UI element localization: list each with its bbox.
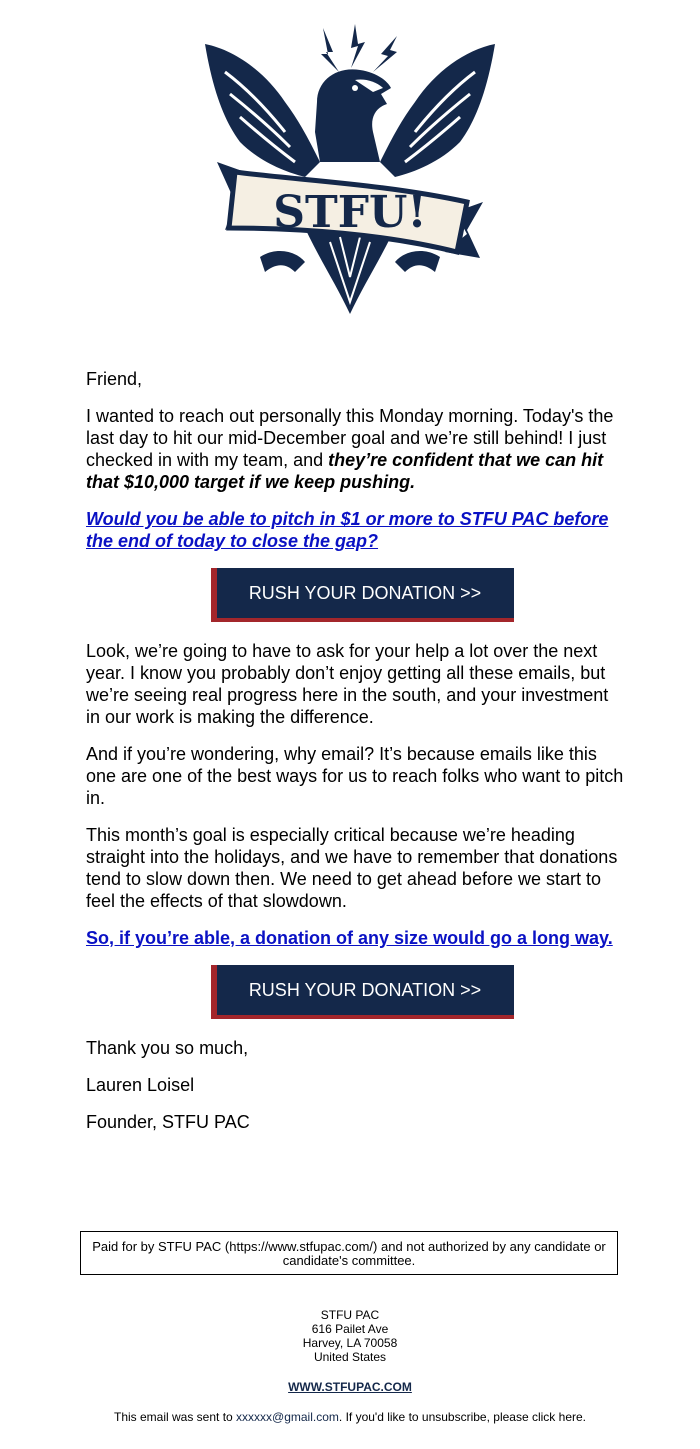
- paragraph-why-email: And if you’re wondering, why email? It’s because emails like this one are one of the best ways for us to reach folks who want to pitch in.: [86, 744, 624, 808]
- email-body: [86, 368, 626, 1148]
- mailing-address: [0, 1308, 700, 1364]
- button-row-2: [86, 965, 626, 1019]
- unsubscribe-text[interactable]: . If you'd like to unsubscribe, please click here.: [338, 1410, 586, 1424]
- recipient-email: xxxxxx@gmail.com: [236, 1410, 339, 1424]
- address-city: Harvey, LA 70058: [302, 1336, 398, 1350]
- website-link[interactable]: WWW.STFUPAC.COM: [288, 1380, 412, 1394]
- unsubscribe-note: [0, 1410, 700, 1424]
- ask-paragraph-2: [86, 927, 626, 949]
- rush-donation-button-2[interactable]: RUSH YOUR DONATION >>: [211, 965, 514, 1019]
- closing: Thank you so much,: [86, 1038, 249, 1058]
- paid-for-disclaimer: Paid for by STFU PAC (https://www.stfupac.com/) and not authorized by any candidate or candidate's committee.: [80, 1231, 618, 1275]
- paragraph-help: Look, we’re going to have to ask for your help a lot over the next year. I know you probably don’t enjoy getting all these emails, but we’re seeing real progress here in the south, and your investment in our work is making the difference.: [86, 641, 609, 727]
- signer-name: Lauren Loisel: [86, 1075, 195, 1095]
- paragraph-intro-bold: they’re confident that we can hit that $10,000 target if we keep pushing.: [86, 450, 604, 492]
- address-street: 616 Pailet Ave: [311, 1322, 389, 1336]
- greeting: Friend,: [86, 369, 143, 389]
- website-row: [0, 1380, 700, 1394]
- paragraph-goal: This month’s goal is especially critical because we’re heading straight into the holidays, and we have to remember that donations tend to slow down then. We need to get ahead before we start to feel the effects of that slowdown.: [86, 825, 618, 911]
- stfu-eagle-logo: [205, 22, 495, 322]
- address-country: United States: [313, 1350, 387, 1364]
- lightning-icon: [321, 24, 397, 72]
- logo-banner-text: STFU!: [273, 187, 427, 238]
- rush-donation-button-1[interactable]: RUSH YOUR DONATION >>: [211, 568, 514, 622]
- signer-title: Founder, STFU PAC: [86, 1112, 250, 1132]
- paragraph-intro-text: I wanted to reach out personally this Monday morning. Today's the last day to hit our mid-December goal and we’re still behind! I just checked in with my team, and: [86, 406, 614, 470]
- ask-paragraph-1: [86, 508, 626, 552]
- donation-ask-link-1[interactable]: Would you be able to pitch in $1 or more to STFU PAC before the end of today to close the gap?: [86, 509, 609, 551]
- donation-ask-link-2[interactable]: So, if you’re able, a donation of any size would go a long way.: [86, 928, 613, 948]
- paragraph-intro: [86, 405, 626, 493]
- address-org: STFU PAC: [320, 1308, 380, 1322]
- sent-prefix: This email was sent to: [113, 1410, 237, 1424]
- button-row-1: [86, 568, 626, 622]
